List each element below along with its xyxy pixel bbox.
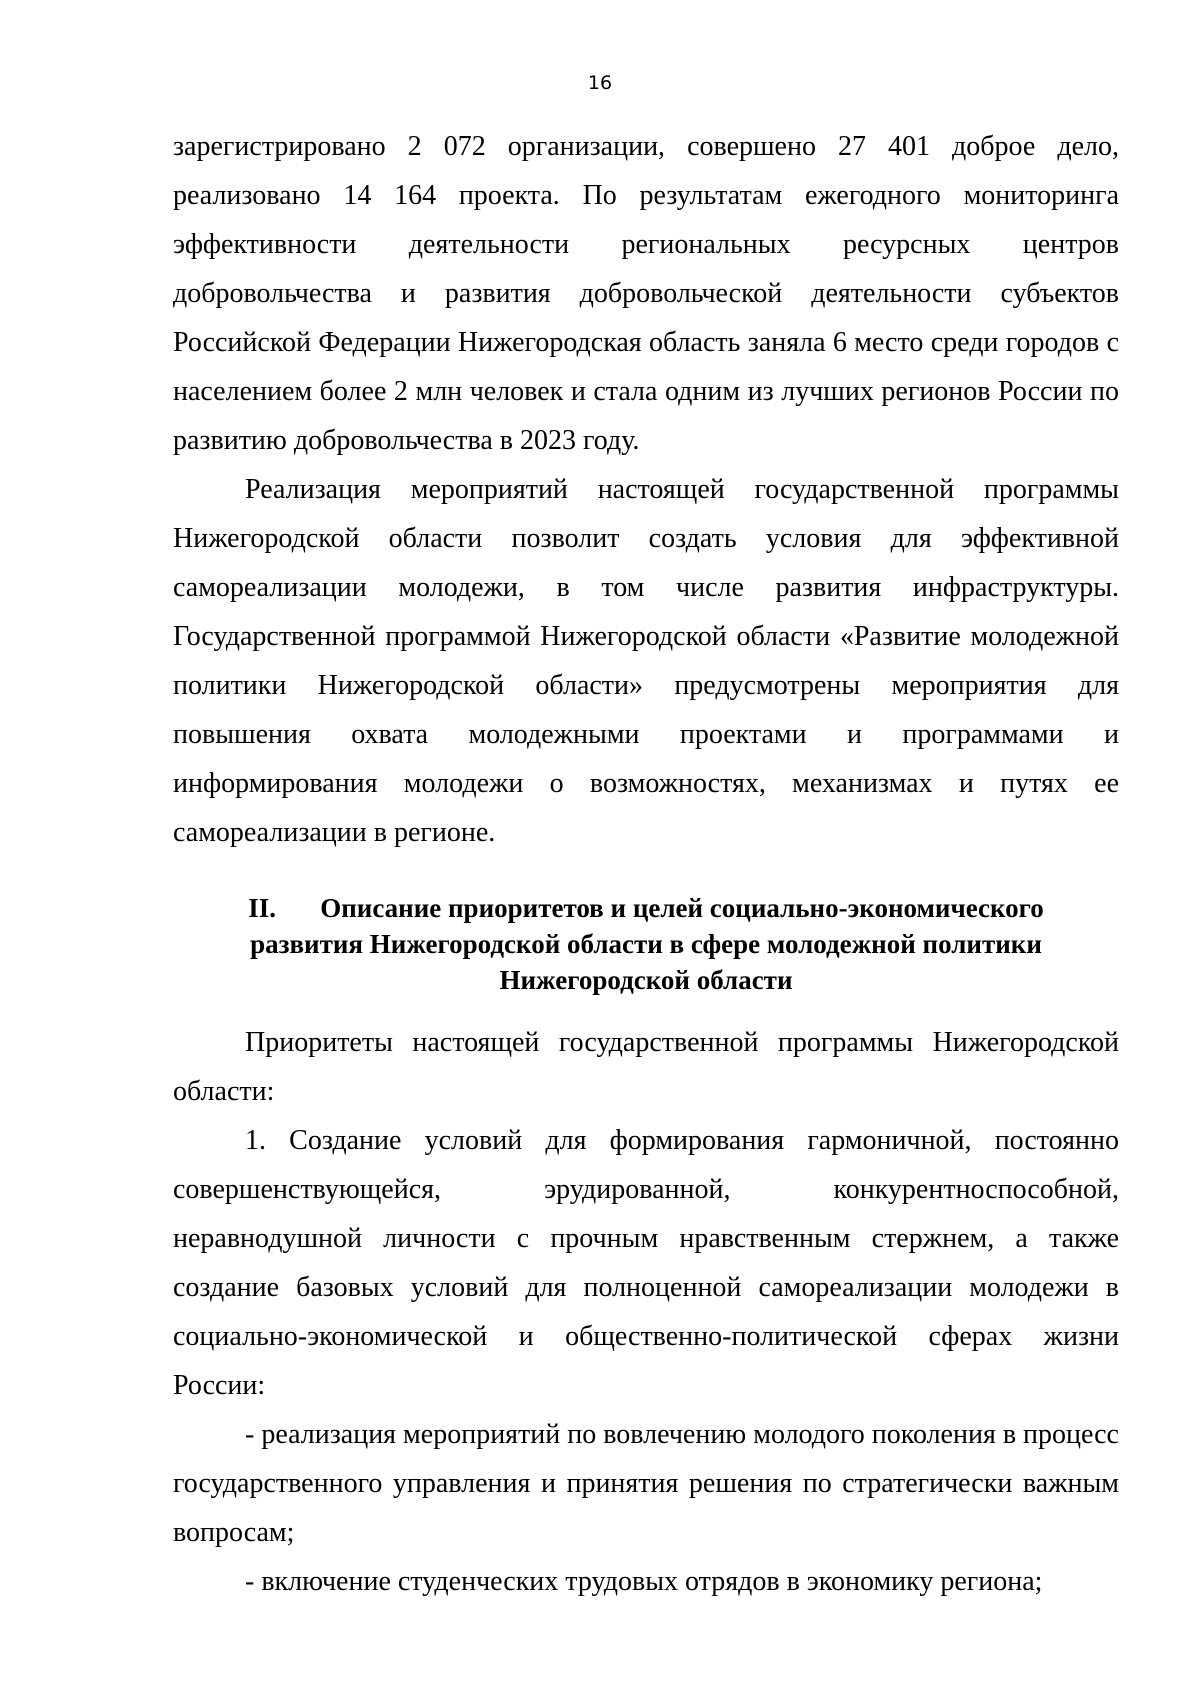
paragraph-priority-1: 1. Создание условий для формирования гармоничной, постоянно совершенствующейся, эрудированной, конкурентноспособной, неравнодушной личности с прочным нравственным стержнем, а также создание базовых условий для полноценной самореализации молодежи в социально-экономической и общественно-политической сферах жизни России:: [173, 1125, 1119, 1401]
paragraph-volunteer-results: зарегистрировано 2 072 организации, совершено 27 401 доброе дело, реализовано 14 164 проекта. По результатам ежегодного мониторинга эффективности деятельности региональных ресурсных центров добровольчества и развития добровольческой деятельности субъектов Российской Федерации Нижегородская область заняла 6 место среди городов с населением более 2 млн человек и стала одним из лучших регионов России по развитию добровольчества в 2023 году.: [173, 131, 1119, 456]
section-title-line-2: развития Нижегородской области в сфере молодежной политики: [250, 929, 1042, 959]
section-title-line-1: Описание приоритетов и целей социально-экономического: [320, 893, 1044, 923]
section-heading: [173, 890, 1119, 998]
section-heading-line-1: [173, 890, 1119, 926]
list-item-student-labor-teams: - включение студенческих трудовых отрядов в экономику региона;: [245, 1566, 1043, 1597]
page-number: 16: [587, 72, 613, 94]
section-title-line-3: Нижегородской области: [499, 965, 793, 995]
document-body: [173, 122, 1119, 1606]
paragraph-program-implementation: Реализация мероприятий настоящей государственной программы Нижегородской области позволит создать условия для эффективной самореализации молодежи, в том числе развития инфраструктуры. Государственной программой Нижегородской области «Развитие молодежной политики Нижегородской области» предусмотрены мероприятия для повышения охвата молодежными проектами и программами и информирования молодежи о возможностях, механизмах и путях ее самореализации в регионе.: [173, 474, 1119, 848]
paragraph-priorities-intro: Приоритеты настоящей государственной программы Нижегородской области:: [173, 1027, 1119, 1107]
list-item-youth-governance: - реализация мероприятий по вовлечению молодого поколения в процесс государственного управления и принятия решения по стратегически важным вопросам;: [173, 1419, 1119, 1548]
section-number: II.: [248, 893, 276, 923]
